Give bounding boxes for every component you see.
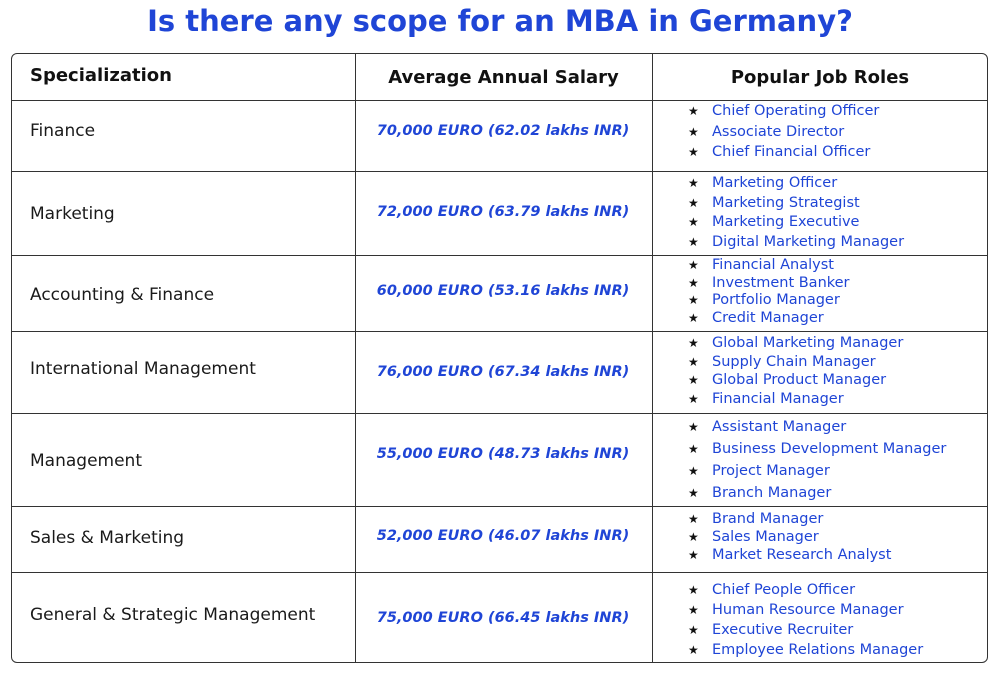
star-icon: ★ [688, 293, 699, 307]
job-role-label: Financial Analyst [712, 257, 834, 273]
job-role-item [688, 510, 891, 528]
star-icon: ★ [688, 420, 699, 434]
job-role-item [688, 640, 923, 660]
job-roles-list [688, 416, 946, 504]
star-icon: ★ [688, 258, 699, 272]
row-divider [12, 413, 987, 414]
job-role-item [688, 438, 946, 460]
star-icon: ★ [688, 548, 699, 562]
job-role-item [688, 416, 946, 438]
star-icon: ★ [688, 354, 699, 369]
job-role-label: Branch Manager [712, 485, 832, 501]
specialization-cell: Management [30, 451, 142, 471]
star-icon: ★ [688, 643, 699, 657]
job-roles-list [688, 101, 879, 163]
page-title: Is there any scope for an MBA in Germany? [147, 4, 853, 38]
star-icon: ★ [688, 603, 699, 617]
salary-cell: 72,000 EURO (63.79 lakhs INR) [376, 204, 630, 220]
job-role-label: Chief Operating Officer [712, 103, 880, 119]
mba-table [11, 53, 988, 663]
star-icon: ★ [688, 486, 699, 500]
job-role-item [688, 142, 879, 163]
job-role-item [688, 194, 904, 214]
job-role-label: Business Development Manager [712, 441, 947, 457]
star-icon: ★ [688, 623, 699, 637]
job-role-label: Digital Marketing Manager [712, 233, 905, 250]
star-icon: ★ [688, 124, 699, 139]
row-divider [12, 506, 987, 507]
job-role-label: Assistant Manager [712, 419, 847, 435]
salary-cell: 75,000 EURO (66.45 lakhs INR) [376, 610, 630, 626]
job-role-item [688, 528, 891, 546]
star-icon: ★ [688, 215, 699, 229]
job-role-label: Supply Chain Manager [712, 353, 876, 370]
job-role-item [688, 122, 879, 143]
job-role-label: Market Research Analyst [712, 547, 892, 563]
star-icon: ★ [688, 530, 699, 544]
row-divider [12, 572, 987, 573]
job-role-label: Employee Relations Manager [712, 642, 924, 658]
star-icon: ★ [688, 234, 699, 249]
job-role-item [688, 460, 946, 482]
job-role-item [688, 174, 904, 194]
salary-cell: 76,000 EURO (67.34 lakhs INR) [376, 364, 630, 380]
job-role-label: Marketing Officer [712, 175, 838, 191]
job-role-item [688, 101, 879, 122]
job-role-item [688, 292, 850, 310]
job-roles-list [688, 334, 903, 408]
job-role-label: Sales Manager [712, 529, 819, 545]
salary-cell: 55,000 EURO (48.73 lakhs INR) [376, 446, 630, 462]
star-icon: ★ [688, 310, 699, 325]
job-role-item [688, 371, 903, 390]
job-roles-list [688, 580, 923, 660]
job-role-label: Chief People Officer [712, 582, 856, 598]
job-role-label: Associate Director [712, 123, 845, 140]
job-role-label: Chief Financial Officer [712, 144, 871, 160]
salary-cell: 52,000 EURO (46.07 lakhs INR) [376, 528, 630, 544]
job-role-item [688, 353, 903, 372]
specialization-cell: International Management [30, 359, 256, 379]
job-role-label: Marketing Strategist [712, 194, 860, 211]
job-role-item [688, 257, 850, 275]
star-icon: ★ [688, 391, 699, 406]
job-role-label: Brand Manager [712, 511, 824, 527]
job-role-item [688, 600, 923, 620]
job-role-label: Portfolio Manager [712, 292, 840, 308]
star-icon: ★ [688, 336, 699, 350]
specialization-cell: Finance [30, 121, 96, 141]
job-role-label: Financial Manager [712, 390, 844, 407]
salary-cell: 70,000 EURO (62.02 lakhs INR) [376, 123, 630, 139]
specialization-cell: General & Strategic Management [30, 605, 316, 625]
star-icon: ★ [688, 373, 699, 387]
job-role-label: Project Manager [712, 463, 830, 479]
job-role-item [688, 620, 923, 640]
star-icon: ★ [688, 583, 699, 597]
header-salary: Average Annual Salary [388, 67, 619, 88]
specialization-cell: Marketing [30, 204, 115, 224]
specialization-cell: Accounting & Finance [30, 285, 215, 305]
job-roles-list [688, 174, 904, 252]
header-roles: Popular Job Roles [730, 67, 910, 88]
job-role-item [688, 233, 904, 253]
job-role-item [688, 482, 946, 504]
job-role-label: Executive Recruiter [712, 622, 854, 638]
job-roles-list [688, 510, 891, 564]
star-icon: ★ [688, 176, 699, 190]
star-icon: ★ [688, 512, 699, 526]
job-role-label: Credit Manager [712, 309, 824, 326]
star-icon: ★ [688, 104, 699, 118]
job-role-item [688, 334, 903, 353]
job-role-item [688, 546, 891, 564]
star-icon: ★ [688, 442, 699, 456]
star-icon: ★ [688, 195, 699, 210]
row-divider [12, 255, 987, 256]
row-divider [12, 171, 987, 172]
row-divider [12, 331, 987, 332]
job-roles-list [688, 257, 850, 327]
job-role-label: Marketing Executive [712, 214, 860, 230]
job-role-item [688, 213, 904, 233]
job-role-item [688, 390, 903, 409]
column-divider [355, 54, 356, 662]
salary-cell: 60,000 EURO (53.16 lakhs INR) [376, 283, 630, 299]
job-role-item [688, 580, 923, 600]
job-role-label: Global Marketing Manager [712, 335, 904, 351]
job-role-label: Global Product Manager [712, 372, 887, 388]
star-icon: ★ [688, 275, 699, 290]
star-icon: ★ [688, 145, 699, 159]
job-role-label: Human Resource Manager [712, 602, 904, 618]
star-icon: ★ [688, 464, 699, 478]
job-role-label: Investment Banker [712, 274, 850, 291]
job-role-item [688, 275, 850, 293]
column-divider [652, 54, 653, 662]
specialization-cell: Sales & Marketing [30, 528, 185, 548]
header-specialization: Specialization [30, 65, 172, 86]
job-role-item [688, 310, 850, 328]
